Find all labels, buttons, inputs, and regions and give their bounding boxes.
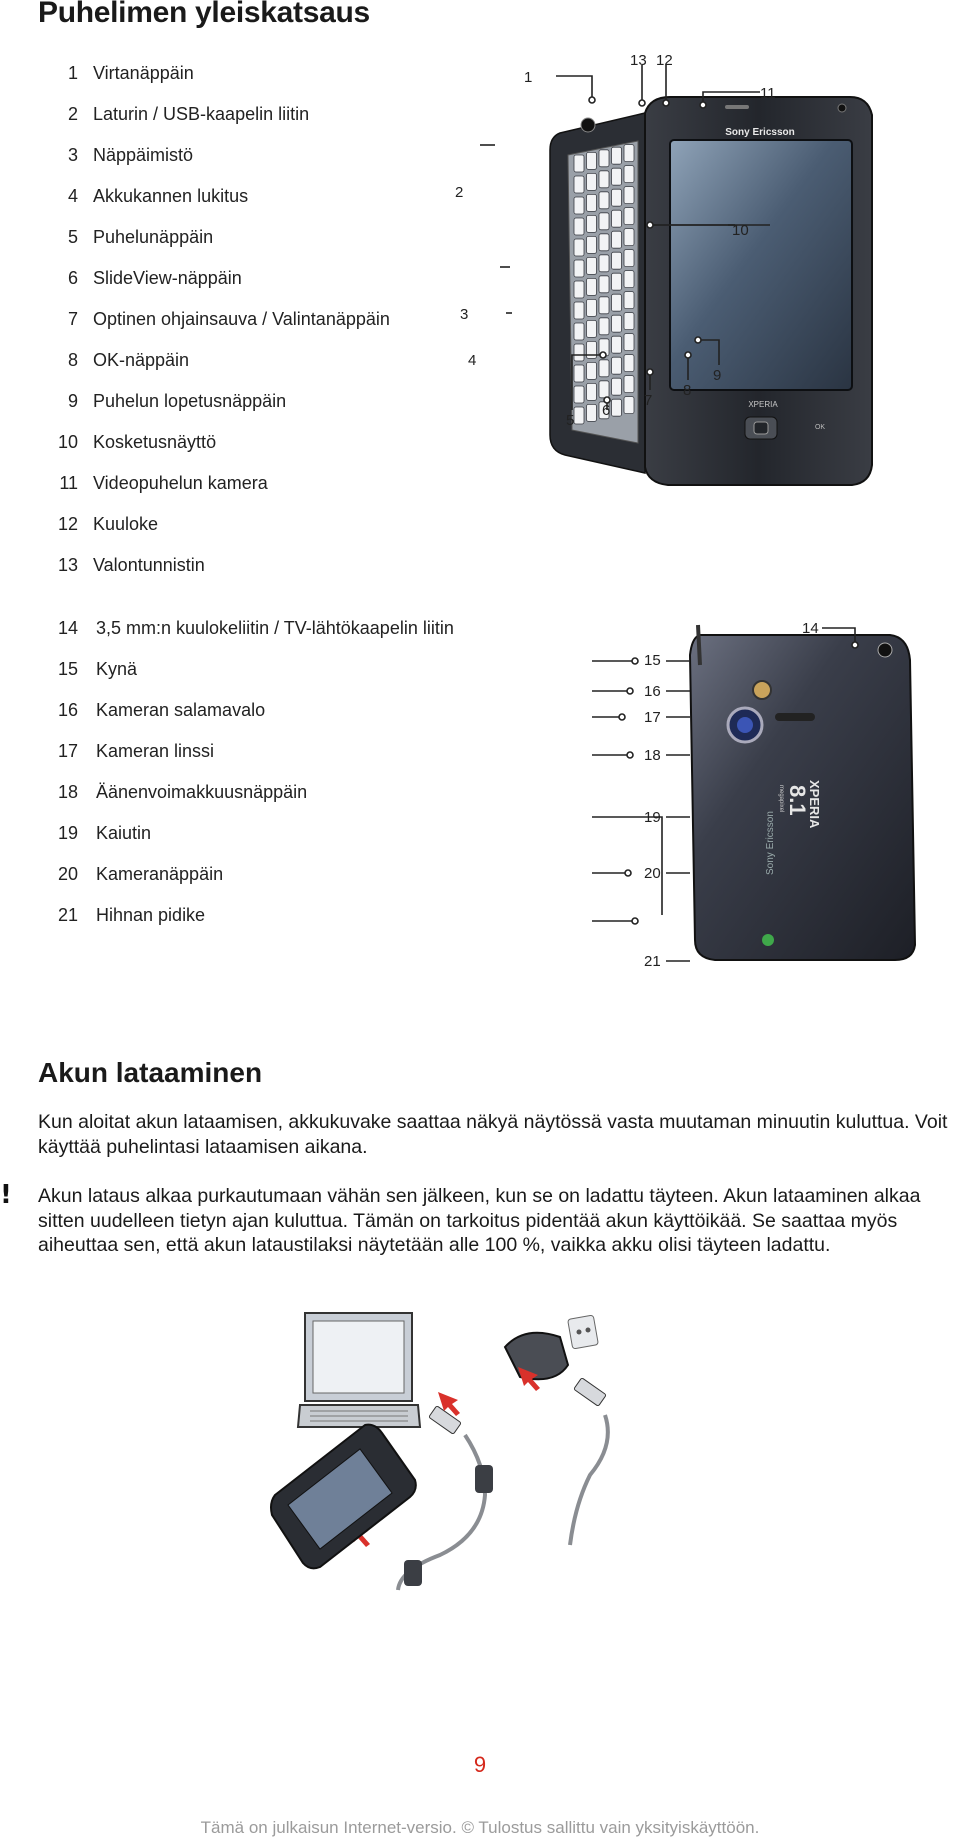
keyboard-key xyxy=(574,386,584,403)
keyboard-key xyxy=(599,318,609,335)
keyboard-key xyxy=(587,383,597,400)
keyboard-key xyxy=(612,378,622,395)
item-number: 16 xyxy=(57,700,78,720)
keyboard-key xyxy=(574,197,584,214)
callout-7: 7 xyxy=(644,392,653,409)
back-parts-list xyxy=(38,617,538,945)
brand-label: Sony Ericsson xyxy=(765,811,776,875)
front-parts-list xyxy=(38,62,538,595)
list-item xyxy=(38,144,538,185)
item-label: Laturin / USB-kaapelin liitin xyxy=(93,104,310,124)
keyboard-key xyxy=(587,341,597,358)
list-item xyxy=(38,431,538,472)
callout-18: 18 xyxy=(644,747,661,764)
item-number: 10 xyxy=(57,432,78,452)
item-label: Kameranäppäin xyxy=(96,864,224,884)
keyboard-key xyxy=(599,171,609,188)
keyboard-key xyxy=(574,260,584,277)
model-label: XPERIA xyxy=(748,400,778,409)
keyboard-key xyxy=(612,231,622,248)
list-item xyxy=(38,658,538,699)
callout-6: 6 xyxy=(602,402,611,419)
keyboard-key xyxy=(574,344,584,361)
item-label: Hihnan pidike xyxy=(96,905,206,925)
page-title: Puhelimen yleiskatsaus xyxy=(38,0,370,29)
item-number: 6 xyxy=(67,268,78,288)
keyboard-key xyxy=(624,376,634,393)
keyboard-key xyxy=(624,145,634,162)
list-item xyxy=(38,390,538,431)
list-item xyxy=(38,781,538,822)
item-number: 9 xyxy=(67,391,78,411)
page-number: 9 xyxy=(473,1752,487,1777)
callout-5: 5 xyxy=(566,412,575,429)
list-item xyxy=(38,472,538,513)
list-item xyxy=(38,103,538,144)
charging-illustration xyxy=(270,1305,720,1605)
callout-17: 17 xyxy=(644,709,661,726)
keyboard-key xyxy=(599,360,609,377)
joystick xyxy=(754,422,768,434)
keyboard-key xyxy=(587,299,597,316)
keyboard-key xyxy=(612,399,622,416)
list-item xyxy=(38,822,538,863)
phone-front-illustration xyxy=(455,52,940,495)
item-label: SlideView-näppäin xyxy=(93,268,242,288)
keyboard-key xyxy=(587,173,597,190)
item-number: 8 xyxy=(67,350,78,370)
footer-text: Tämä on julkaisun Internet-versio. © Tulostus sallittu vain yksityiskäyttöön. xyxy=(200,1818,760,1837)
video-camera-icon xyxy=(838,104,846,112)
keyboard-key xyxy=(624,271,634,288)
keyboard-key xyxy=(612,147,622,164)
item-number: 19 xyxy=(57,823,78,843)
keyboard-key xyxy=(612,357,622,374)
callout-16: 16 xyxy=(644,683,661,700)
item-label: Kameran linssi xyxy=(96,741,215,761)
callout-14: 14 xyxy=(802,620,819,637)
callout-9: 9 xyxy=(713,367,722,384)
keyboard-key xyxy=(612,294,622,311)
item-number: 4 xyxy=(67,186,78,206)
item-number: 18 xyxy=(57,782,78,802)
keyboard-key xyxy=(612,210,622,227)
keyboard-key xyxy=(624,334,634,351)
item-number: 11 xyxy=(59,473,78,493)
item-number: 14 xyxy=(57,618,78,638)
callout-15: 15 xyxy=(644,652,661,669)
keyboard-key xyxy=(599,276,609,293)
keyboard-key xyxy=(624,208,634,225)
jack-icon xyxy=(581,118,595,132)
keyboard-key xyxy=(599,234,609,251)
keyboard-key xyxy=(624,187,634,204)
item-label: Puhelunäppäin xyxy=(93,227,214,247)
callout-12: 12 xyxy=(656,52,673,69)
item-number: 7 xyxy=(67,309,78,329)
list-item xyxy=(38,740,538,781)
item-label: Valontunnistin xyxy=(93,555,205,575)
keyboard-key xyxy=(574,281,584,298)
keyboard-key xyxy=(574,176,584,193)
keyboard-key xyxy=(612,252,622,269)
list-item xyxy=(38,226,538,267)
list-item xyxy=(38,699,538,740)
list-item xyxy=(38,554,538,595)
keyboard-key xyxy=(599,381,609,398)
usb-plug-icon xyxy=(429,1378,607,1435)
callout-19: 19 xyxy=(644,809,661,826)
keyboard-key xyxy=(624,250,634,267)
keyboard-keys xyxy=(574,145,634,424)
laptop-icon xyxy=(298,1313,420,1427)
list-item xyxy=(38,349,538,390)
keyboard-key xyxy=(574,155,584,172)
keyboard-key xyxy=(574,365,584,382)
callout-4: 4 xyxy=(468,352,477,369)
callout-3: 3 xyxy=(460,306,469,323)
keyboard-key xyxy=(574,407,584,424)
list-item xyxy=(38,904,538,945)
section-heading: Akun lataaminen xyxy=(38,1057,263,1088)
ok-key-label: OK xyxy=(814,424,826,431)
keyboard-key xyxy=(587,362,597,379)
headphone-jack-icon xyxy=(878,643,892,657)
item-label: Virtanäppäin xyxy=(93,63,194,83)
keyboard-key xyxy=(587,215,597,232)
callout-11: 11 xyxy=(760,85,776,102)
charging-note: Akun lataus alkaa purkautumaan vähän sen jälkeen, kun se on ladattu täyteen. Akun lataaminen alkaa sitten uudelleen tietyn ajan kuluttua. Tämän on tarkoitus pidentää akun käyttöikää. Se saattaa myös aiheuttaa sen, että akun lataustilaksi näytetään alle 100 %, vaikka akku olisi täyteen ladattu. xyxy=(38,1185,921,1256)
keyboard-key xyxy=(587,404,597,421)
ferrite-bead xyxy=(475,1465,493,1493)
item-label: Optinen ohjainsauva / Valintanäppäin xyxy=(93,309,390,329)
back-callout-numbers xyxy=(802,620,819,637)
keyboard-key xyxy=(574,302,584,319)
item-number: 5 xyxy=(67,227,78,247)
keyboard-key xyxy=(599,213,609,230)
phone-icon xyxy=(271,1425,416,1569)
item-number: 2 xyxy=(67,104,78,124)
keyboard-key xyxy=(599,255,609,272)
brand-logo-icon xyxy=(762,934,774,946)
list-item xyxy=(38,62,538,103)
keyboard-key xyxy=(599,150,609,167)
item-label: Äänenvoimakkuusnäppäin xyxy=(96,782,308,802)
list-item xyxy=(38,863,538,904)
item-label: Kynä xyxy=(96,659,138,679)
keyboard-key xyxy=(574,218,584,235)
item-label: OK-näppäin xyxy=(93,350,190,370)
item-number: 21 xyxy=(57,905,78,925)
item-number: 3 xyxy=(67,145,78,165)
camera-megapixel: 8.1 xyxy=(785,785,810,816)
keyboard-key xyxy=(587,152,597,169)
camera-megapixel-unit: megapixel xyxy=(778,785,784,813)
item-number: 1 xyxy=(67,63,78,83)
keyboard-key xyxy=(599,192,609,209)
callout-20: 20 xyxy=(644,865,661,882)
brand-label: Sony Ericsson xyxy=(725,127,795,138)
warning-icon: ! xyxy=(0,1180,12,1210)
ferrite-bead xyxy=(404,1560,422,1586)
keyboard-key xyxy=(612,189,622,206)
touch-screen xyxy=(670,140,852,390)
list-item xyxy=(38,267,538,308)
keyboard-key xyxy=(587,278,597,295)
item-label: Puhelun lopetusnäppäin xyxy=(93,391,287,411)
keyboard-key xyxy=(624,355,634,372)
item-label: Kaiutin xyxy=(96,823,152,843)
keyboard-key xyxy=(587,320,597,337)
speaker-grille xyxy=(775,713,815,721)
usb-cable xyxy=(398,1415,608,1590)
item-label: Kameran salamavalo xyxy=(96,700,266,720)
keyboard-key xyxy=(574,323,584,340)
callout-13: 13 xyxy=(630,52,647,69)
keyboard-key xyxy=(612,336,622,353)
callout-1: 1 xyxy=(524,69,533,86)
callout-21: 21 xyxy=(644,953,661,970)
earpiece-icon xyxy=(725,105,749,109)
keyboard-key xyxy=(624,229,634,246)
keyboard-key xyxy=(587,194,597,211)
keyboard-key xyxy=(612,168,622,185)
item-label: Näppäimistö xyxy=(93,145,194,165)
keyboard-key xyxy=(624,397,634,414)
item-number: 13 xyxy=(57,555,78,575)
item-number: 17 xyxy=(57,741,78,761)
keyboard-key xyxy=(624,313,634,330)
item-label: Kosketusnäyttö xyxy=(93,432,217,452)
callout-8: 8 xyxy=(683,382,692,399)
item-label: Videopuhelun kamera xyxy=(93,473,268,493)
keyboard-key xyxy=(587,257,597,274)
list-item xyxy=(38,513,538,554)
charging-intro: Kun aloitat akun lataamisen, akkukuvake saattaa näkyä näytössä vasta muutaman minuutin kuluttua. Voit käyttää puhelintasi lataamisen aikana. xyxy=(38,1111,948,1158)
lens-glass xyxy=(737,717,753,733)
callout-2: 2 xyxy=(455,184,464,201)
keyboard-key xyxy=(612,273,622,290)
keyboard-key xyxy=(574,239,584,256)
stylus-icon xyxy=(698,625,700,665)
keyboard-key xyxy=(624,292,634,309)
keyboard-key xyxy=(612,315,622,332)
item-number: 12 xyxy=(57,514,78,534)
item-number: 20 xyxy=(57,864,78,884)
back-callout-column xyxy=(640,615,690,975)
keyboard-key xyxy=(587,236,597,253)
callout-10: 10 xyxy=(732,222,749,239)
item-label: Kuuloke xyxy=(93,514,159,534)
item-number: 15 xyxy=(57,659,78,679)
item-label: Akkukannen lukitus xyxy=(93,186,249,206)
keyboard-key xyxy=(599,297,609,314)
model-label: XPERIA xyxy=(807,780,822,829)
keyboard-key xyxy=(624,166,634,183)
list-item xyxy=(38,617,538,658)
camera-flash-icon xyxy=(753,681,771,699)
item-label: 3,5 mm:n kuulokeliitin / TV-lähtökaapelin liitin xyxy=(96,618,454,638)
